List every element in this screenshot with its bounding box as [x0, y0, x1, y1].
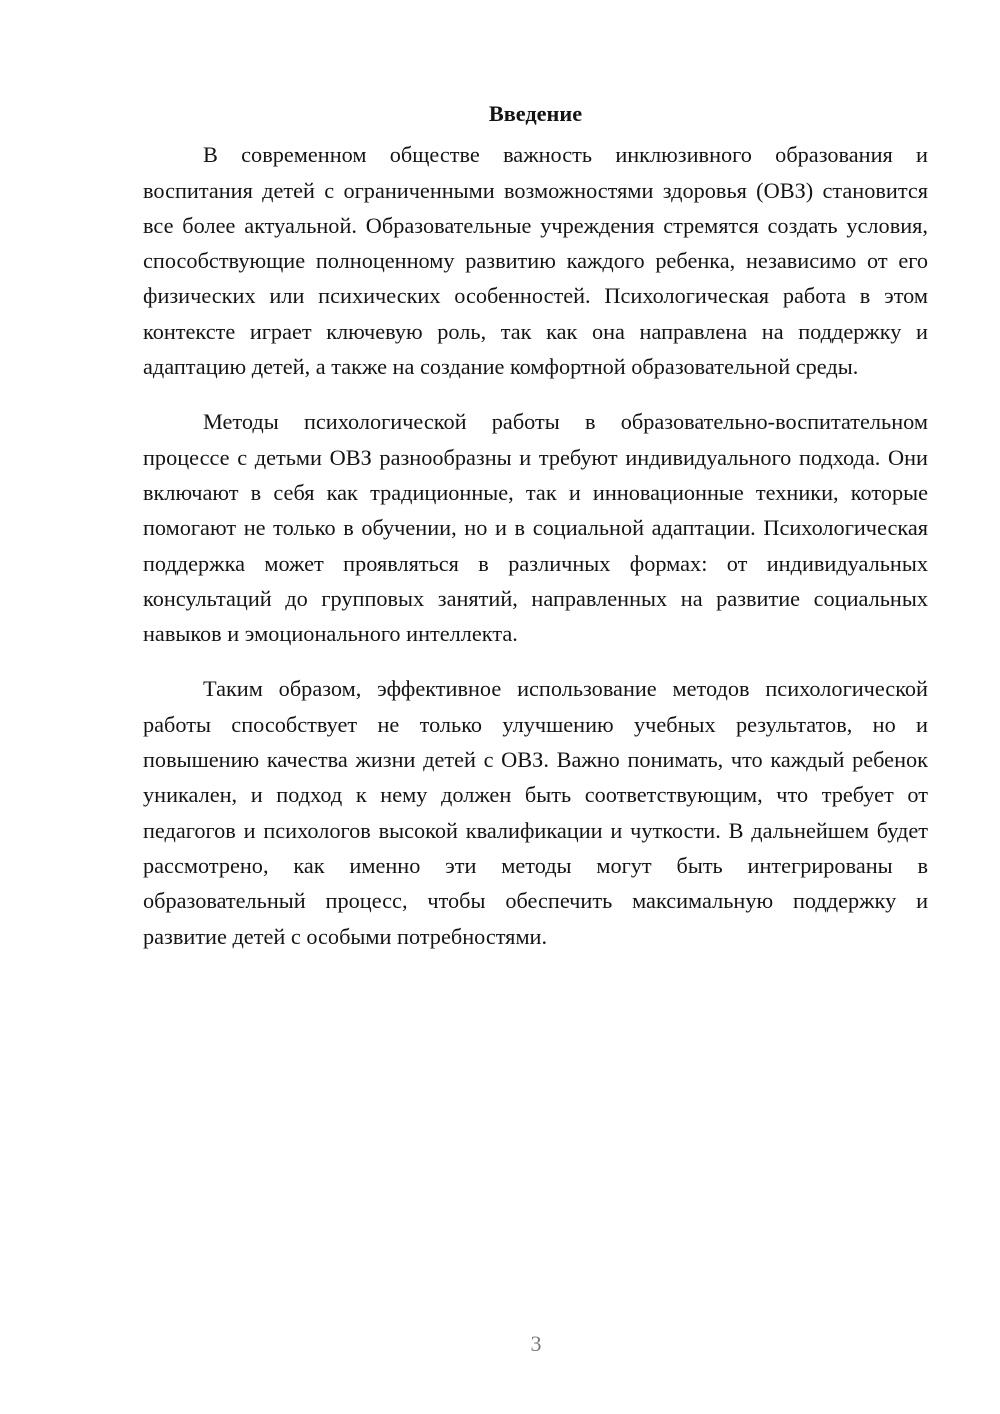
- paragraph-1: В современном обществе важность инклюзивного образования и воспитания детей с ограниченными возможностями здоровья (ОВЗ) становится все более актуальной. Образовательные учреждения стремятся создать условия, способствующие полноценному развитию каждого ребенка, независимо от его физических или психических особенностей. Психологическая работа в этом контексте играет ключевую роль, так как она направлена на поддержку и адаптацию детей, а также на создание комфортной образовательной среды.: [143, 142, 928, 380]
- page-body: [143, 96, 928, 974]
- paragraph-3: Таким образом, эффективное использование методов психологической работы способствует не только улучшению учебных результатов, но и повышению качества жизни детей с ОВЗ. Важно понимать, что каждый ребенок уникален, и подход к нему должен быть соответствующим, что требует от педагогов и психологов высокой квалификации и чуткости. В дальнейшем будет рассмотрено, как именно эти методы могут быть интегрированы в образовательный процесс, чтобы обеспечить максимальную поддержку и развитие детей с особыми потребностями.: [143, 676, 928, 949]
- paragraph-2: Методы психологической работы в образовательно-воспитательном процессе с детьми ОВЗ разнообразны и требуют индивидуального подхода. Они включают в себя как традиционные, так и инновационные техники, которые помогают не только в обучении, но и в социальной адаптации. Психологическая поддержка может проявляться в различных формах: от индивидуальных консультаций до групповых занятий, направленных на развитие социальных навыков и эмоционального интеллекта.: [143, 409, 928, 647]
- section-heading: Введение: [488, 101, 583, 126]
- page-number: 3: [530, 1331, 542, 1356]
